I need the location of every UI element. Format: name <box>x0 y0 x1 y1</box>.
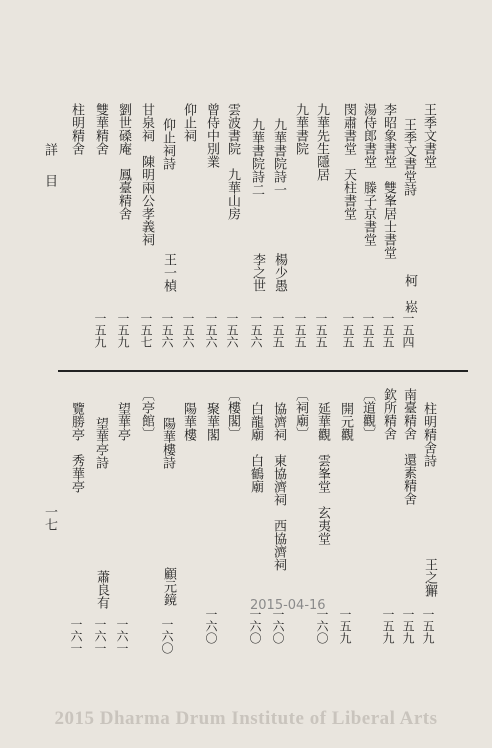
toc-entry: 柱明精舍詩 <box>421 402 436 467</box>
toc-entry: 陽華樓詩 <box>160 417 175 469</box>
toc-entry: 南臺精舍 還素精舍 <box>401 388 416 505</box>
toc-entry: 協濟祠 東協濟祠 西協濟祠 <box>271 402 286 571</box>
toc-entry: 望華亭 <box>115 402 130 441</box>
toc-category: 〔樓閣〕 <box>225 388 240 440</box>
toc-entry: 李昭象書堂 雙峯居士書堂 <box>381 103 396 259</box>
toc-author: 王之獬 <box>422 558 437 597</box>
toc-entry: 雲波書院 九華山房 <box>225 103 240 220</box>
toc-page: 一六〇 <box>204 608 218 644</box>
toc-entry: 九華先生隱居 <box>314 103 329 181</box>
toc-page: 一五九 <box>116 312 130 348</box>
toc-entry: 曾侍中別業 <box>204 103 219 168</box>
toc-page: 一五五 <box>314 312 328 348</box>
toc-entry: 劉世磉庵 鳳臺精舍 <box>116 103 131 220</box>
toc-page: 一五九 <box>338 608 352 644</box>
toc-page: 一五五 <box>341 312 355 348</box>
toc-author: 柯 崧 <box>402 274 417 313</box>
toc-entry: 王季文書堂 <box>421 103 436 168</box>
toc-entry: 覽勝亭 秀華亭 <box>69 402 84 493</box>
toc-page: 一五五 <box>381 312 395 348</box>
toc-entry: 閔肅書堂 天柱書堂 <box>341 103 356 220</box>
toc-page: 一五九 <box>401 608 415 644</box>
toc-entry: 望華亭詩 <box>93 417 108 469</box>
toc-entry: 湯侍郎書堂 滕子京書堂 <box>361 103 376 246</box>
toc-page: 一五九 <box>381 608 395 644</box>
toc-page: 一五六 <box>249 312 263 348</box>
toc-entry: 延華觀 雲峯堂 玄夷堂 <box>315 402 330 545</box>
toc-entry: 王季文書堂詩 <box>401 118 416 196</box>
toc-entry: 白龍廟 白鶴廟 <box>248 402 263 493</box>
toc-author: 蕭良有 <box>94 570 109 609</box>
toc-category: 〔道觀〕 <box>360 388 375 440</box>
toc-page: 一六〇 <box>315 608 329 644</box>
toc-entry: 聚華閣 <box>204 402 219 441</box>
watermark: 2015 Dharma Drum Institute of Liberal Arts <box>54 708 438 729</box>
toc-entry: 柱明精舍 <box>69 103 84 155</box>
toc-page: 一六一 <box>93 618 107 654</box>
date-stamp: 2015-04-16 <box>250 598 326 613</box>
toc-entry: 開元觀 <box>338 402 353 441</box>
toc-author: 王一楨 <box>161 253 176 292</box>
toc-page: 一六一 <box>69 618 83 654</box>
section-divider <box>58 370 468 372</box>
toc-author: 李之世 <box>250 253 265 292</box>
toc-category: 〔祠廟〕 <box>293 388 308 440</box>
toc-page: 一五九 <box>421 608 435 644</box>
toc-page: 一五五 <box>271 312 285 348</box>
toc-category: 〔亭館〕 <box>139 388 154 440</box>
toc-entry: 九華書院詩二 <box>249 118 264 196</box>
toc-page: 一五五 <box>361 312 375 348</box>
page-number: 一七 <box>42 505 57 531</box>
toc-entry: 仰止祠詩 <box>160 118 175 170</box>
toc-entry: 雙華精舍 <box>93 103 108 155</box>
toc-page: 一六一 <box>115 618 129 654</box>
toc-author: 楊少愚 <box>272 253 287 292</box>
toc-author: 顧元鏡 <box>161 567 176 606</box>
toc-page: 一五五 <box>293 312 307 348</box>
toc-entry: 甘泉祠 陳明兩公孝義祠 <box>139 103 154 246</box>
section-title: 詳目 <box>42 143 57 205</box>
toc-entry: 九華書院詩一 <box>271 118 286 196</box>
toc-entry: 九華書院 <box>293 103 308 155</box>
toc-entry: 仰止祠 <box>181 103 196 142</box>
toc-page: 一五六 <box>204 312 218 348</box>
toc-page: 一六〇 <box>160 618 174 654</box>
toc-entry: 陽華樓 <box>181 402 196 441</box>
toc-page: 一五六 <box>181 312 195 348</box>
toc-page: 一五七 <box>139 312 153 348</box>
toc-entry: 欽所精舍 <box>381 388 396 440</box>
toc-page: 一五九 <box>93 312 107 348</box>
toc-page: 一六〇 <box>248 608 262 644</box>
toc-page: 一六〇 <box>271 608 285 644</box>
toc-page: 一五六 <box>225 312 239 348</box>
toc-page: 一五六 <box>160 312 174 348</box>
toc-page: 一五四 <box>401 312 415 348</box>
